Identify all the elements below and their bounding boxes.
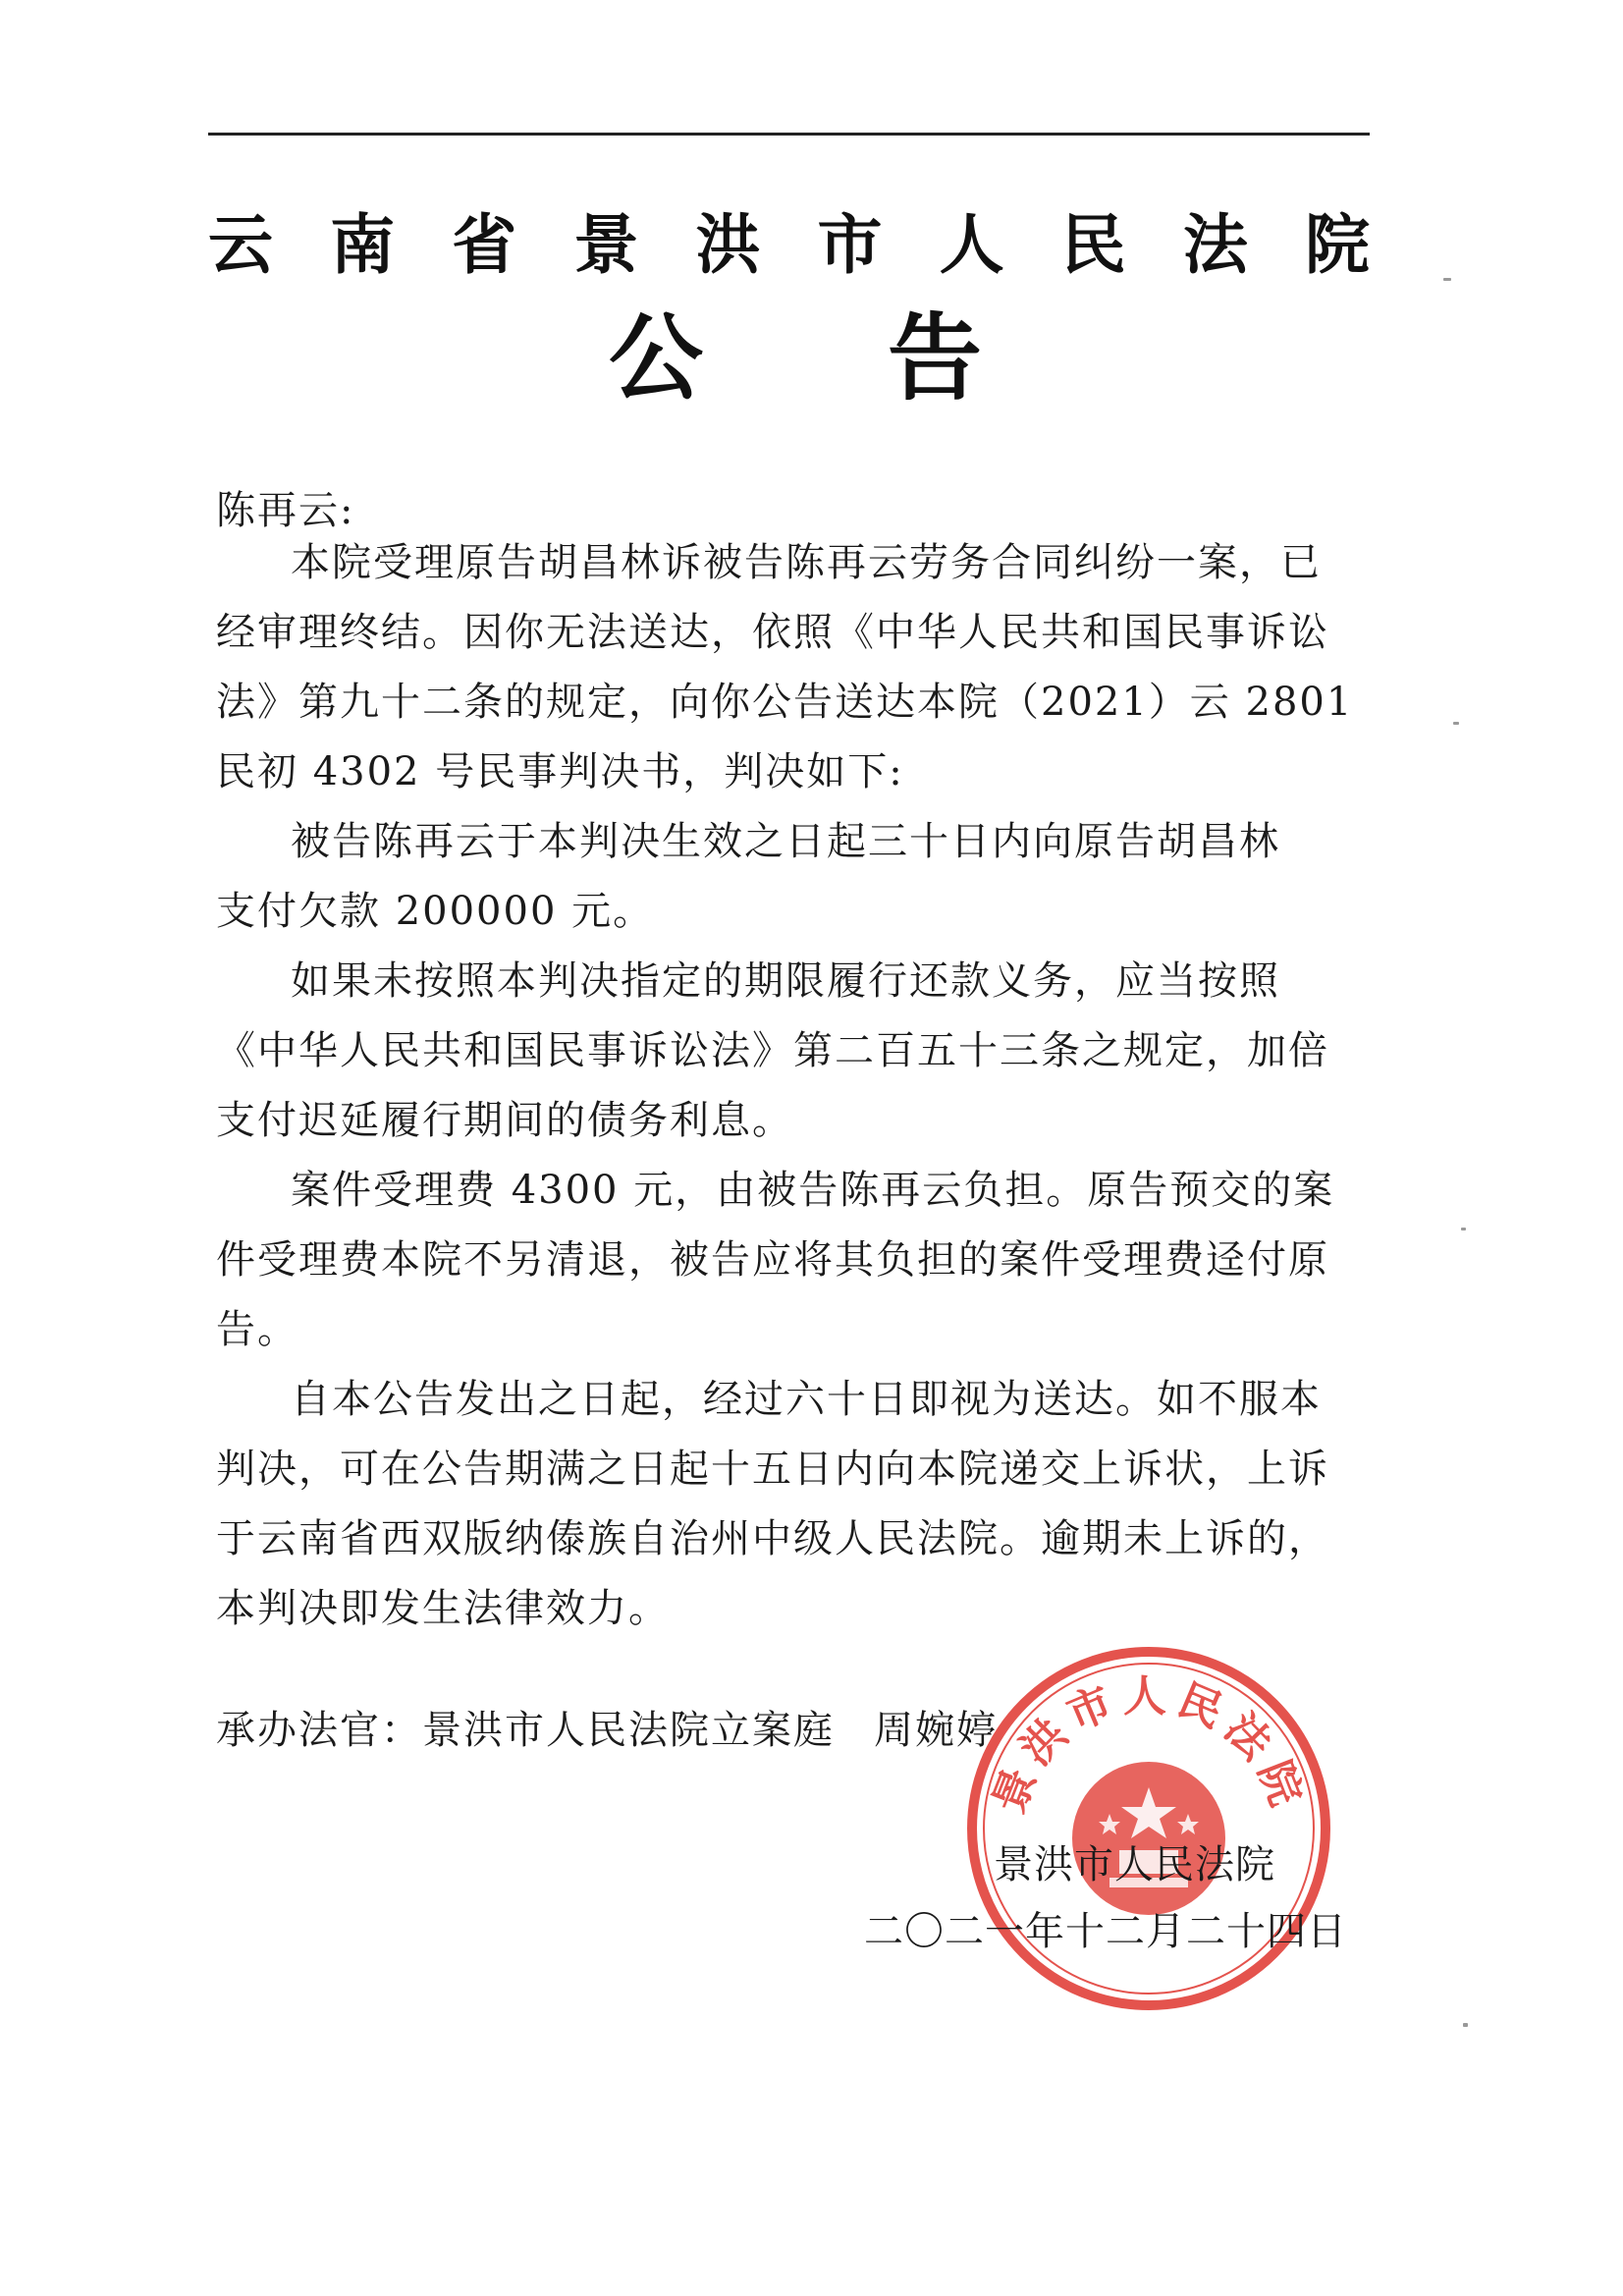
body-line: 法》第九十二条的规定，向你公告送达本院（2021）云 2801 [216,680,1354,725]
scan-mark [1443,278,1451,281]
body-line: 本院受理原告胡昌林诉被告陈再云劳务合同纠纷一案，已 [291,540,1322,585]
header-rule [208,133,1370,136]
body-line: 案件受理费 4300 元，由被告陈再云负担。原告预交的案 [291,1168,1335,1213]
body-line: 支付迟延履行期间的债务利息。 [216,1098,793,1143]
court-title-char: 市 [817,207,883,283]
notice-title-char: 告 [888,303,982,413]
court-title-char: 南 [330,207,396,283]
scan-mark [1463,2023,1468,2027]
signer-judge: 周婉婷 [874,1708,998,1753]
court-title-char: 法 [1182,207,1248,283]
body-line: 自本公告发出之日起，经过六十日即视为送达。如不服本 [291,1377,1322,1422]
body-line: 《中华人民共和国民事诉讼法》第二百五十三条之规定，加倍 [216,1028,1329,1073]
body-line: 经审理终结。因你无法送达，依照《中华人民共和国民事诉讼 [216,610,1329,655]
body-line: 民初 4302 号民事判决书，判决如下: [216,749,904,794]
scan-mark [1453,722,1459,725]
body-line: 件受理费本院不另清退，被告应将其负担的案件受理费迳付原 [216,1237,1329,1283]
seal-text: 景洪市人民法院 [984,1671,1314,1821]
body-line: 本判决即发生法律效力。 [216,1586,670,1631]
signer-label: 承办法官： [216,1708,422,1753]
signer-department: 景洪市人民法院立案庭 [422,1708,835,1753]
body-line: 告。 [216,1307,298,1352]
addressee: 陈再云: [216,488,355,533]
body-line: 判决，可在公告期满之日起十五日内向本院递交上诉状，上诉 [216,1447,1329,1492]
body-line: 被告陈再云于本判决生效之日起三十日内向原告胡昌林 [291,819,1280,864]
court-title-char: 省 [452,207,517,283]
body-line: 支付欠款 200000 元。 [216,889,655,934]
issue-date: 二〇二一年十二月二十四日 [864,1909,1347,1954]
court-title [208,201,1370,290]
judge-signature [216,1699,998,1755]
court-title-char: 人 [939,207,1004,283]
court-title-char: 景 [573,207,639,283]
issuing-court: 景洪市人民法院 [994,1842,1275,1887]
notice-title [609,304,982,412]
body-line: 于云南省西双版纳傣族自治州中级人民法院。逾期未上诉的， [216,1516,1329,1561]
court-title-char: 民 [1060,207,1126,283]
court-seal [962,1642,1335,2015]
body-line: 如果未按照本判决指定的期限履行还款义务，应当按照 [291,958,1280,1004]
court-title-char: 院 [1304,207,1370,283]
scan-mark [1461,1228,1466,1230]
notice-title-char: 公 [609,303,703,413]
court-title-char: 云 [208,207,273,283]
court-title-char: 洪 [695,207,761,283]
